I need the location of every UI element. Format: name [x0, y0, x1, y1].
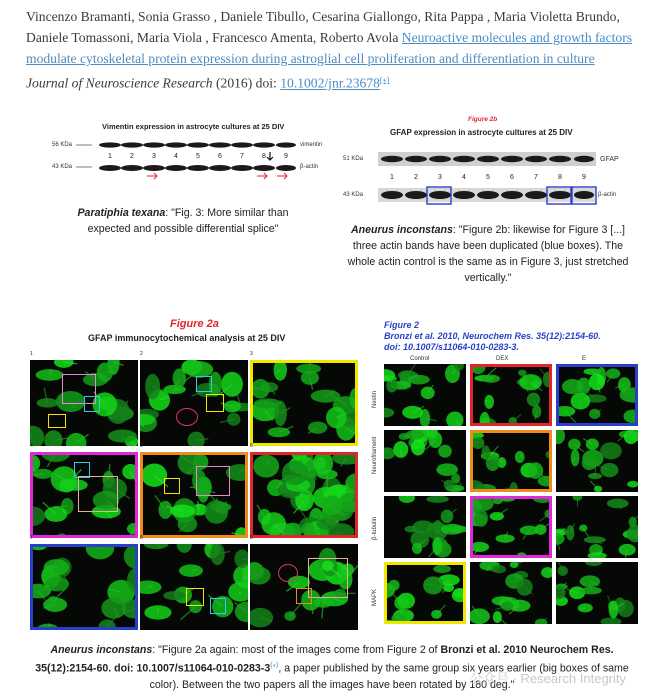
year-doi: (2016) doi:: [216, 75, 277, 91]
lane-number: 5: [196, 153, 200, 160]
journal-name: Journal of Neuroscience Research: [26, 75, 213, 91]
figure-2-bronzi: [368, 318, 638, 638]
figure-2-label: Figure 2: [384, 320, 420, 330]
annotation-box-peach: [78, 476, 118, 512]
annotation-box-yellow: [186, 588, 204, 606]
annotation-box-cyan: [196, 376, 212, 392]
bronzi-panel-2: [470, 364, 552, 426]
figure-2a: [26, 318, 362, 618]
caption-bottom-ref: Bronzi et al. 2010 Neurochem Res. 35(12):2154-60. doi: 10.1007/s11064-010-0283-3: [35, 644, 614, 675]
label-vimentin: vimentin: [300, 142, 323, 148]
micrograph-panel-5: [140, 452, 248, 538]
panel-number: 8: [140, 535, 143, 541]
micrograph-panel-3: [250, 360, 358, 446]
kda-bottom-label: 43 KDa: [52, 164, 73, 170]
bronzi-panel-8: [470, 496, 552, 558]
bronzi-panel-3: [556, 364, 638, 426]
lane-number: 1: [390, 174, 394, 181]
figure-2-ref-line2: doi: 10.1007/s11064-010-0283-3.: [384, 342, 519, 352]
article-title-link[interactable]: Neuroactive molecules and growth factors modulate cytoskeletal protein expression during astroglial cell proliferation and differentiation in culture: [26, 30, 633, 66]
bronzi-panel-4: [384, 430, 466, 492]
caption-left-species: Paratiphia texana: [77, 207, 166, 219]
caption-bottom-text-a: : "Figure 2a again: most of the images come from Figure 2 of: [152, 644, 441, 656]
column-header: Control: [410, 356, 430, 362]
row-label: β-tubulin: [372, 516, 378, 540]
panel-number: 2: [140, 351, 143, 357]
bronzi-panel-1: [384, 364, 466, 426]
annotation-box-yellow: [164, 478, 180, 494]
column-header: E: [582, 356, 587, 362]
caption-bottom-species: Aneurus inconstans: [50, 644, 153, 656]
lane-number: 3: [152, 153, 156, 160]
bronzi-panel-6: [556, 430, 638, 492]
annotation-box-yellow: [206, 394, 224, 412]
micrograph-panel-7: [30, 544, 138, 630]
micrograph-panel-2: [140, 360, 248, 446]
figure-2-ref-line1: Bronzi et al. 2010, Neurochem Res. 35(12):2154-60.: [384, 331, 601, 341]
figure-2b-label: Figure 2b: [468, 116, 498, 123]
annotation-box-yellow: [48, 414, 66, 428]
annotation-box-cyan: [210, 598, 226, 614]
citation: [26, 6, 636, 94]
figure-2a-title: GFAP immunocytochemical analysis at 25 DIV: [88, 333, 286, 343]
column-header: DEX: [496, 356, 509, 362]
lane-number: 6: [218, 153, 222, 160]
citation-authors: Vincenzo Bramanti, Sonia Grasso , Daniele Tibullo, Cesarina Giallongo, Rita Pappa , Maria Violetta Brundo, Daniele Tomassoni, Maria Viola , Francesco Amenta, Roberto Avola: [26, 9, 620, 45]
blot-right: [340, 116, 630, 216]
lane-number: 2: [130, 153, 134, 160]
lane-number: 6: [510, 174, 514, 181]
lane-number: 4: [462, 174, 466, 181]
bronzi-panel-11: [470, 562, 552, 624]
lane-number: 2: [414, 174, 418, 181]
blot-left-title: Vimentin expression in astrocyte cultures at 25 DIV: [102, 122, 285, 131]
lane-number: 5: [486, 174, 490, 181]
annotation-circle-red: [176, 408, 198, 426]
lane-number: 7: [240, 153, 244, 160]
row-label: MAPK: [372, 588, 378, 606]
annotation-box-cyan: [84, 396, 100, 412]
annotation-box-orange: [296, 588, 312, 604]
lane-number: 1: [108, 153, 112, 160]
annotation-box-pink: [196, 466, 230, 496]
panel-number: 4: [30, 443, 33, 449]
row-label: Neurofilament: [372, 436, 378, 474]
lane-number: 7: [534, 174, 538, 181]
kda-top-label: 56 KDa: [52, 142, 73, 148]
bronzi-panel-9: [556, 496, 638, 558]
panel-number: 9: [250, 535, 253, 541]
annotation-box-peach: [308, 558, 348, 598]
panel-number: 6: [250, 443, 253, 449]
panel-number: 3: [250, 351, 253, 357]
caption-bottom-mark[interactable]: (⁎): [270, 662, 279, 669]
blot-left: [50, 120, 325, 198]
micrograph-panel-8: [140, 544, 248, 630]
lane-number: 8: [262, 153, 266, 160]
annotation-circle-red: [278, 564, 298, 582]
doi-link[interactable]: 10.1002/jnr.23678: [280, 75, 380, 91]
kda-top-label-right: 51 KDa: [343, 156, 364, 162]
watermark: 公众号 · Research Integrity: [469, 671, 626, 686]
micrograph-panel-6: [250, 452, 358, 538]
caption-left-text: : "Fig. 3: More similar than expected and possible differential splice": [87, 207, 289, 235]
bronzi-panel-10: [384, 562, 466, 624]
lane-number: 3: [438, 174, 442, 181]
lane-number: 9: [284, 153, 288, 160]
lane-number: 8: [558, 174, 562, 181]
caption-right-text: : "Figure 2b: likewise for Figure 3 [...] three actin bands have been duplicated (blue boxes). The whole actin control is the same as in Figure 3, just stretched vertically.": [347, 224, 629, 284]
label-beta-actin-left: β-actin: [300, 164, 319, 170]
caption-right-species: Aneurus inconstans: [351, 224, 453, 236]
caption-right: [344, 222, 632, 286]
blot-right-bands: [340, 116, 630, 216]
bronzi-panel-12: [556, 562, 638, 624]
caption-bottom-text-b: , a paper published by the same group six years earlier (big boxes of same color). Between the two papers all the images have been rotated by 180 deg.": [149, 662, 629, 691]
bronzi-panel-5: [470, 430, 552, 492]
label-beta-actin-right: β-actin: [598, 192, 617, 198]
panel-number: 5: [140, 443, 143, 449]
kda-bottom-label-right: 43 KDa: [343, 192, 364, 198]
blot-right-title: GFAP expression in astrocyte cultures at 25 DIV: [390, 128, 573, 137]
row-label: Nestin: [372, 390, 378, 408]
pubpeer-mark-link[interactable]: (⁎): [379, 75, 390, 84]
figure-2a-label: Figure 2a: [170, 318, 219, 330]
bronzi-panel-7: [384, 496, 466, 558]
lane-number: 9: [582, 174, 586, 181]
panel-number: 7: [30, 535, 33, 541]
panel-number: 1: [30, 351, 33, 357]
caption-left: [58, 205, 308, 237]
label-gfap: GFAP: [600, 156, 619, 163]
lane-number: 4: [174, 153, 178, 160]
